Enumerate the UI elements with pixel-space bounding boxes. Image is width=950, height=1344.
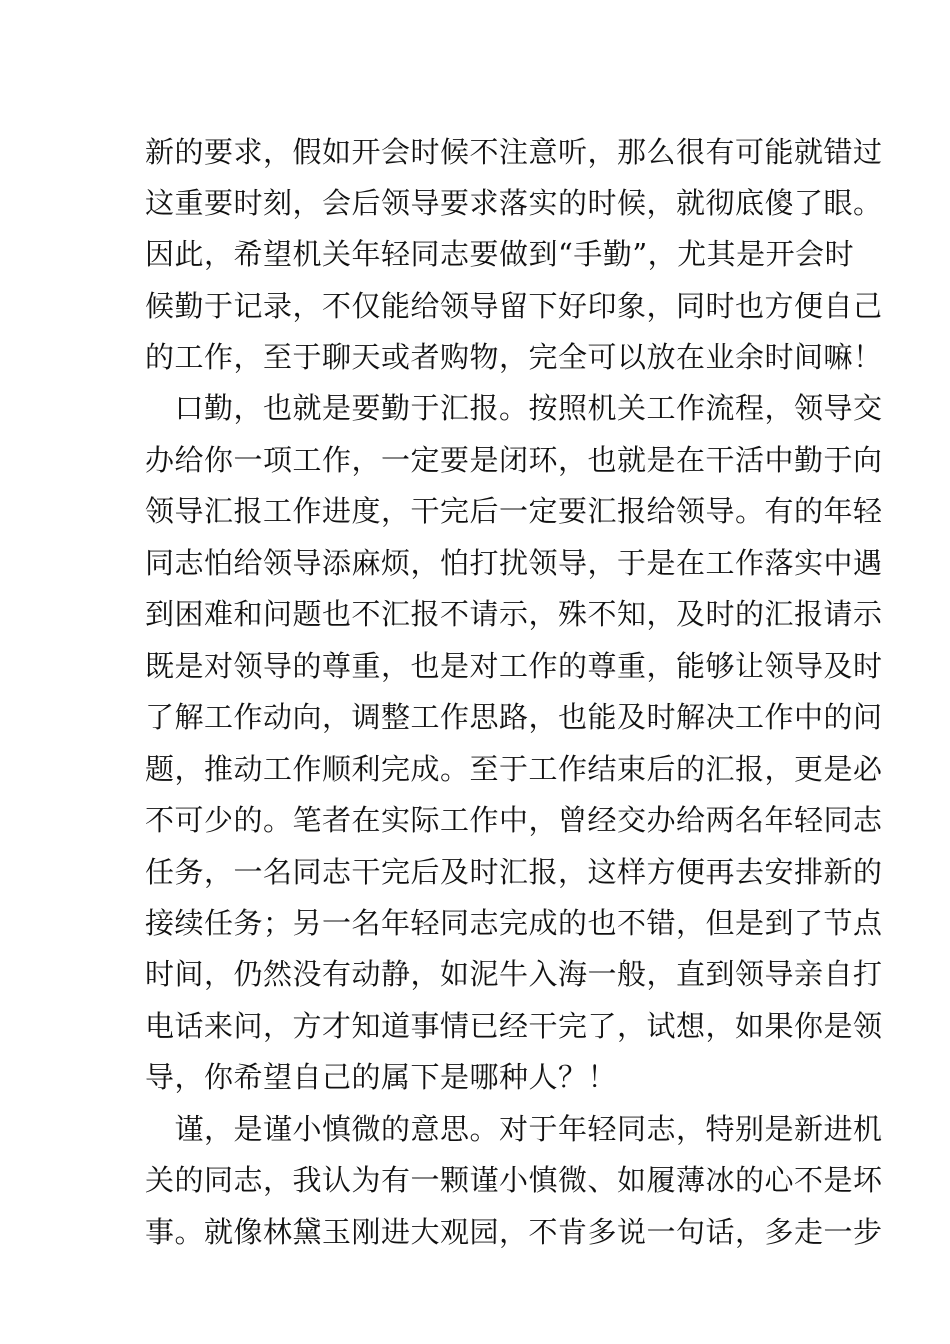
text-line: 任务，一名同志干完后及时汇报，这样方便再去安排新的 [145, 855, 883, 889]
text-line: 领导汇报工作进度，干完后一定要汇报给领导。有的年轻 [145, 494, 883, 528]
text-line: 电话来问，方才知道事情已经干完了，试想，如果你是领 [145, 1009, 883, 1043]
paragraph-start-line: 谨，是谨小慎微的意思。对于年轻同志，特别是新进机 [145, 1112, 883, 1146]
paragraph-start-line: 口勤，也就是要勤于汇报。按照机关工作流程，领导交 [145, 391, 883, 425]
text-line: 到困难和问题也不汇报不请示，殊不知，及时的汇报请示 [145, 597, 883, 631]
text-line: 导，你希望自己的属下是哪种人？！ [145, 1060, 618, 1094]
text-line: 同志怕给领导添麻烦，怕打扰领导，于是在工作落实中遇 [145, 546, 883, 580]
text-line: 的工作，至于聊天或者购物，完全可以放在业余时间嘛！ [145, 340, 883, 374]
text-line: 不可少的。笔者在实际工作中，曾经交办给两名年轻同志 [145, 803, 883, 837]
text-line: 关的同志，我认为有一颗谨小慎微、如履薄冰的心不是坏 [145, 1163, 883, 1197]
text-line: 时间，仍然没有动静，如泥牛入海一般，直到领导亲自打 [145, 957, 883, 991]
text-line: 候勤于记录，不仅能给领导留下好印象，同时也方便自己 [145, 289, 883, 323]
text-line: 这重要时刻，会后领导要求落实的时候，就彻底傻了眼。 [145, 186, 883, 220]
text-line: 事。就像林黛玉刚进大观园，不肯多说一句话，多走一步 [145, 1215, 883, 1249]
text-line: 了解工作动向，调整工作思路，也能及时解决工作中的问 [145, 700, 883, 734]
text-line: 既是对领导的尊重，也是对工作的尊重，能够让领导及时 [145, 649, 883, 683]
text-line: 题，推动工作顺利完成。至于工作结束后的汇报，更是必 [145, 752, 883, 786]
text-line: 因此，希望机关年轻同志要做到“手勤”，尤其是开会时 [145, 237, 855, 271]
text-line: 新的要求，假如开会时候不注意听，那么很有可能就错过 [145, 135, 883, 169]
text-line: 办给你一项工作，一定要是闭环，也就是在干活中勤于向 [145, 443, 883, 477]
text-line: 接续任务；另一名年轻同志完成的也不错，但是到了节点 [145, 906, 883, 940]
